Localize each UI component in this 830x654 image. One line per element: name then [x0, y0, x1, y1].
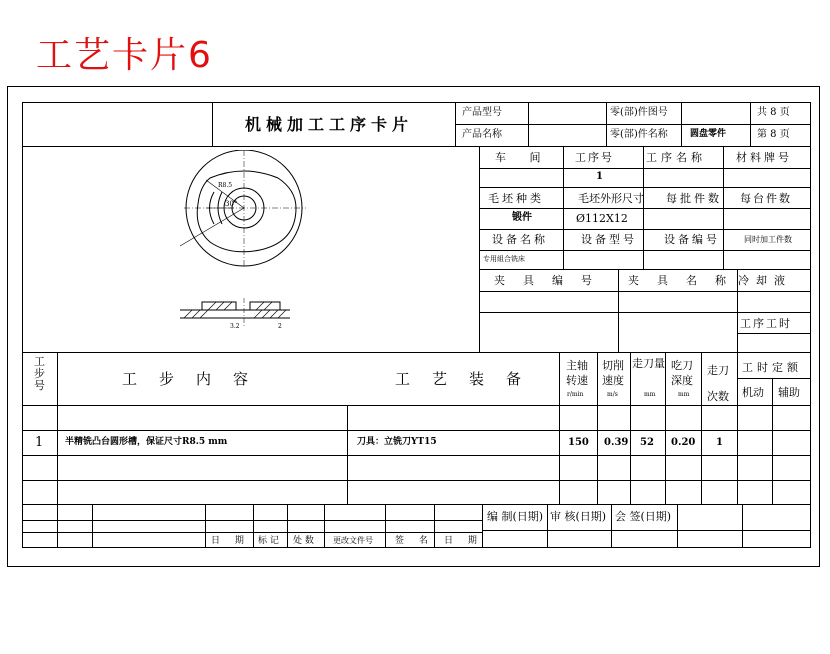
workshop-label: 车 间 — [495, 151, 551, 164]
section-label: 2 — [278, 323, 282, 330]
cutting-speed-label: 切削速度 — [602, 359, 624, 387]
feed-unit: mm — [644, 391, 656, 398]
spindle-speed-label: 主轴转速 — [566, 359, 588, 387]
equipment-name-label: 设备名称 — [492, 233, 548, 246]
cut-depth-unit: mm — [678, 391, 690, 398]
pieces-per-unit-label: 每台件数 — [740, 192, 792, 205]
step-row-feed: 52 — [640, 437, 654, 448]
process-hours-label: 工序工时 — [740, 317, 792, 330]
angle-label: 30° — [225, 200, 238, 208]
footer-mark-label: 标 记 — [258, 536, 279, 546]
product-name-label: 产品名称 — [462, 129, 502, 140]
radius-label: R8.5 — [218, 182, 233, 189]
footer-count-label: 处 数 — [293, 536, 314, 546]
equipment-no-label: 设备编号 — [664, 233, 720, 246]
passes-label: 走刀次数 — [707, 364, 729, 403]
blank-type-label: 毛坯种类 — [488, 192, 544, 205]
part-drawing — [150, 150, 470, 350]
step-content-label: 工步内容 — [122, 370, 271, 388]
blank-size-value: Ø112X12 — [576, 212, 628, 225]
footer-date-label: 日 期 — [211, 536, 250, 546]
step-no-label: 工步号 — [34, 355, 45, 392]
part-drawing-no-label: 零(部)件图号 — [610, 107, 668, 118]
step-row-spindle: 150 — [568, 437, 589, 448]
blanks-per-batch-label: 每批件数 — [666, 192, 722, 205]
hours-quota-label: 工时定额 — [742, 361, 802, 374]
fixture-name-label: 夹具名称 — [628, 274, 744, 287]
auxiliary-time-label: 辅助 — [778, 386, 800, 399]
process-equipment-label: 工艺装备 — [395, 370, 544, 388]
page-number: 第 8 页 — [757, 129, 790, 140]
step-row-depth: 0.20 — [671, 437, 696, 448]
blank-size-label: 毛坯外形尺寸 — [578, 192, 644, 205]
footer-date-label-2: 日 期 — [444, 536, 483, 546]
countersign-date-label: 会 签(日期) — [615, 510, 672, 523]
boss-outline — [197, 171, 296, 252]
blank-type-value: 锻件 — [512, 212, 532, 223]
step-row-no: 1 — [35, 435, 44, 450]
footer-signature-label: 签 名 — [395, 536, 434, 546]
equipment-model-label: 设备型号 — [581, 233, 637, 246]
roughness-label: 3.2 — [230, 323, 240, 330]
total-pages: 共 8 页 — [757, 107, 790, 118]
review-date-label: 审 核(日期) — [550, 510, 607, 523]
cutting-speed-unit: m/s — [607, 391, 618, 398]
card-title: 机械加工工序卡片 — [245, 115, 414, 134]
machine-time-label: 机动 — [742, 386, 764, 399]
process-name-label: 工序名称 — [646, 151, 706, 164]
cut-depth-label: 吃刀深度 — [671, 359, 693, 387]
part-name-label: 零(部)件名称 — [610, 129, 668, 140]
step-row-tool: 刀具：立铣刀YT15 — [357, 437, 437, 447]
process-no-value: 1 — [596, 171, 603, 182]
material-label: 材料牌号 — [736, 151, 792, 164]
page-title: 工艺卡片6 — [36, 35, 213, 76]
step-row-passes: 1 — [716, 437, 723, 448]
process-no-label: 工序号 — [575, 151, 614, 164]
equipment-name-value: 专用組合铣床 — [483, 255, 525, 263]
simultaneous-pieces-label: 同时加工件数 — [744, 235, 792, 244]
product-model-label: 产品型号 — [462, 107, 502, 118]
fixture-no-label: 夹具编号 — [494, 274, 610, 287]
feed-label: 走刀量 — [632, 357, 665, 370]
part-name-value: 圆盘零件 — [690, 129, 727, 139]
step-row-cut-speed: 0.39 — [604, 437, 629, 448]
compile-date-label: 编 制(日期) — [487, 510, 544, 523]
footer-change-doc-label: 更改文件号 — [333, 536, 373, 545]
coolant-label: 冷却液 — [738, 274, 792, 287]
step-row-content: 半精铣凸台圆形槽，保证尺寸R8.5 mm — [65, 437, 228, 447]
spindle-unit: r/min — [567, 391, 584, 398]
